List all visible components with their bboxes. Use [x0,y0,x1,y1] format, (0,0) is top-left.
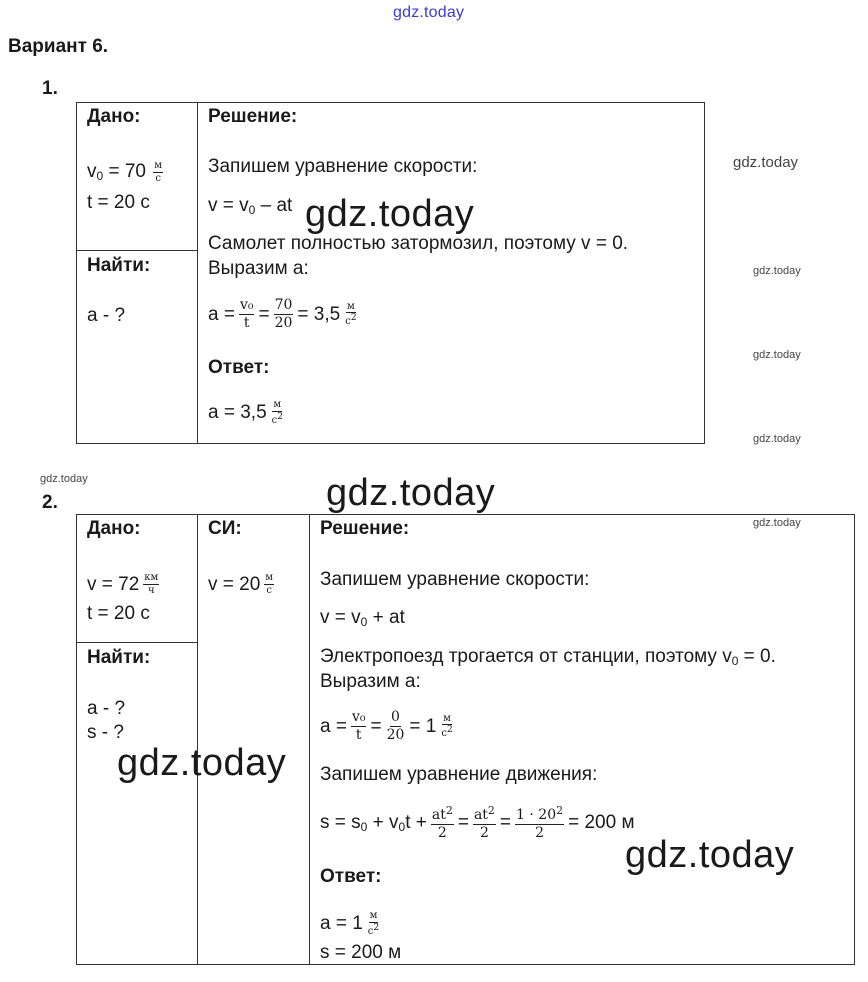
find-heading: Найти: [87,255,151,276]
watermark-large: gdz.today [305,193,475,235]
solution-line: Самолет полностью затормозил, поэтому v = 0. [208,233,629,254]
solution-line: Электропоезд трогается от станции, поэтому $v_0 = 0$. [320,646,776,668]
find-item: a - ? [87,698,126,719]
find-heading: Найти: [87,647,151,668]
answer-value: a = 1 $\frac{м}{с^2}$ [320,910,380,937]
solution-line: Запишем уравнение скорости: [320,569,590,590]
watermark-top: gdz.today [393,4,465,21]
watermark: gdz.today [753,349,801,361]
solution-line: Выразим а: [320,671,421,692]
solution-line: Запишем уравнение скорости: [208,156,478,177]
watermark-large: gdz.today [625,834,795,876]
watermark-large: gdz.today [117,742,287,784]
watermark-large: gdz.today [326,472,496,514]
given-v0: $v_0 = 70$ $\frac{м}{с}$ [87,160,163,184]
watermark: gdz.today [733,154,799,171]
variant-title: Вариант 6. [8,36,109,57]
watermark: gdz.today [753,433,801,445]
given-v: v = 72 $\frac{км}{ч}$ [87,572,159,596]
given-t: t = 20 с [87,192,150,213]
find-item: a - ? [87,305,126,326]
problem-2-number: 2. [42,492,58,513]
acceleration-formula: a = $\frac{\text{v₀}}{t}$ = $\frac{0}{20}$ = 1 $\frac{м}{с^2}$ [320,709,453,743]
si-heading: СИ: [208,518,242,539]
solution-heading: Решение: [208,106,298,127]
given-t: t = 20 с [87,603,150,624]
velocity-equation: $v = v_0$ + at [320,607,405,629]
watermark: gdz.today [40,473,88,485]
motion-equation: $s = s_0 + v_0t$ + $\frac{at^2}{2}$ = $\frac{at^2}{2}$ = $\frac{1 \cdot 20^2}{2}$ = 200 м [320,804,635,841]
problem-1-number: 1. [42,78,58,99]
answer-value: a = 3,5 $\frac{м}{с^2}$ [208,399,283,426]
solution-line: Выразим а: [208,258,309,279]
solution-line: Запишем уравнение движения: [320,764,598,785]
si-v: v = 20 $\frac{м}{с}$ [208,572,274,596]
given-heading: Дано: [87,106,141,127]
answer-heading: Ответ: [208,357,270,378]
velocity-equation: $v = v_0$ – at [208,195,293,217]
acceleration-formula: a = $\frac{\text{v₀}}{t}$ = $\frac{70}{20}$ = 3,5 $\frac{м}{с^2}$ [208,297,357,331]
given-heading: Дано: [87,518,141,539]
answer-value: s = 200 м [320,942,402,963]
find-item: s - ? [87,722,124,743]
answer-heading: Ответ: [320,866,382,887]
solution-heading: Решение: [320,518,410,539]
watermark: gdz.today [753,517,801,529]
watermark: gdz.today [753,265,801,277]
